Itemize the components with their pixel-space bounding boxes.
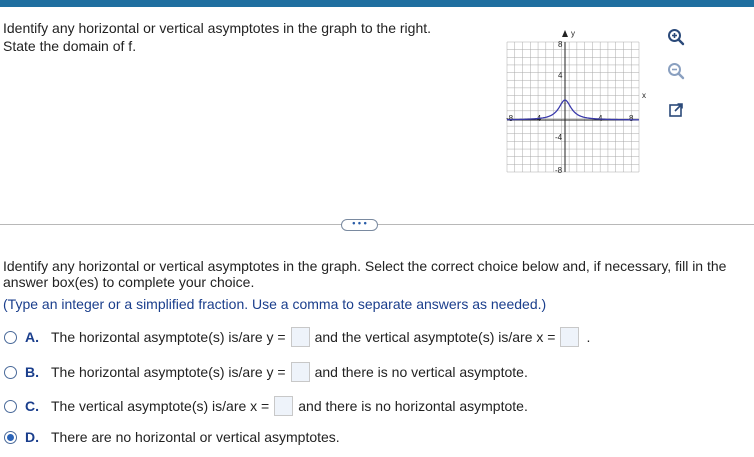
tick-y-neg4: -4 (555, 133, 563, 142)
ellipsis-icon: • • • (352, 218, 367, 228)
zoom-in-icon (667, 28, 685, 46)
top-bar (0, 0, 754, 7)
choice-a-text-1: The horizontal asymptote(s) is/are y = (51, 329, 286, 345)
choice-a-text-2: and the vertical asymptote(s) is/are x = (314, 329, 556, 345)
choice-d-letter: D. (25, 429, 39, 445)
zoom-out-icon (667, 62, 685, 80)
choice-c-letter: C. (25, 398, 39, 414)
tick-x-neg8: -8 (506, 114, 514, 123)
zoom-out-button[interactable] (665, 60, 687, 82)
tick-x-neg4: -4 (534, 114, 542, 123)
y-axis-arrow (562, 30, 568, 37)
tick-y-neg8: -8 (555, 166, 563, 175)
answer-box-c-x[interactable] (274, 396, 293, 416)
choice-c-text-2: and there is no horizontal asymptote. (298, 398, 528, 414)
radio-b[interactable] (4, 366, 17, 379)
choice-b-text-2: and there is no vertical asymptote. (314, 364, 528, 380)
popout-button[interactable] (665, 99, 687, 121)
popout-icon (668, 102, 684, 118)
tick-x-8: 8 (629, 114, 634, 123)
zoom-in-button[interactable] (665, 26, 687, 48)
answer-box-b-y[interactable] (291, 362, 310, 382)
radio-d[interactable] (4, 431, 17, 444)
choice-a-period: . (586, 329, 591, 345)
function-graph (505, 24, 646, 175)
x-axis-label: x (642, 91, 646, 100)
question-text: Identify any horizontal or vertical asymptotes in the graph to the right. State the domain of f. (3, 20, 432, 54)
choice-d[interactable] (0, 426, 340, 448)
radio-a[interactable] (4, 331, 17, 344)
expand-toggle-button[interactable] (341, 219, 378, 231)
choice-b-letter: B. (25, 364, 39, 380)
choice-a-letter: A. (25, 329, 39, 345)
choice-c-text-1: The vertical asymptote(s) is/are x = (51, 398, 270, 414)
tick-y-8: 8 (558, 40, 563, 49)
tick-x-4: 4 (598, 114, 603, 123)
answer-format-note: (Type an integer or a simplified fraction. Use a comma to separate answers as needed.) (3, 296, 547, 312)
y-axis-label: y (571, 29, 575, 38)
instructions-text: Identify any horizontal or vertical asymptotes in the graph. Select the correct choice below and, if necessary, fill in the answer box(es) to complete your choice. (3, 258, 727, 290)
answer-box-a-y[interactable] (291, 327, 310, 347)
choice-b-text-1: The horizontal asymptote(s) is/are y = (51, 364, 286, 380)
graph-grid (507, 42, 639, 172)
radio-c[interactable] (4, 400, 17, 413)
choice-b[interactable] (0, 361, 528, 383)
tick-y-4: 4 (558, 71, 563, 80)
choice-a[interactable] (0, 326, 590, 348)
answer-box-a-x[interactable] (560, 327, 579, 347)
choice-c[interactable] (0, 395, 528, 417)
choice-d-text-1: There are no horizontal or vertical asymptotes. (51, 429, 340, 445)
